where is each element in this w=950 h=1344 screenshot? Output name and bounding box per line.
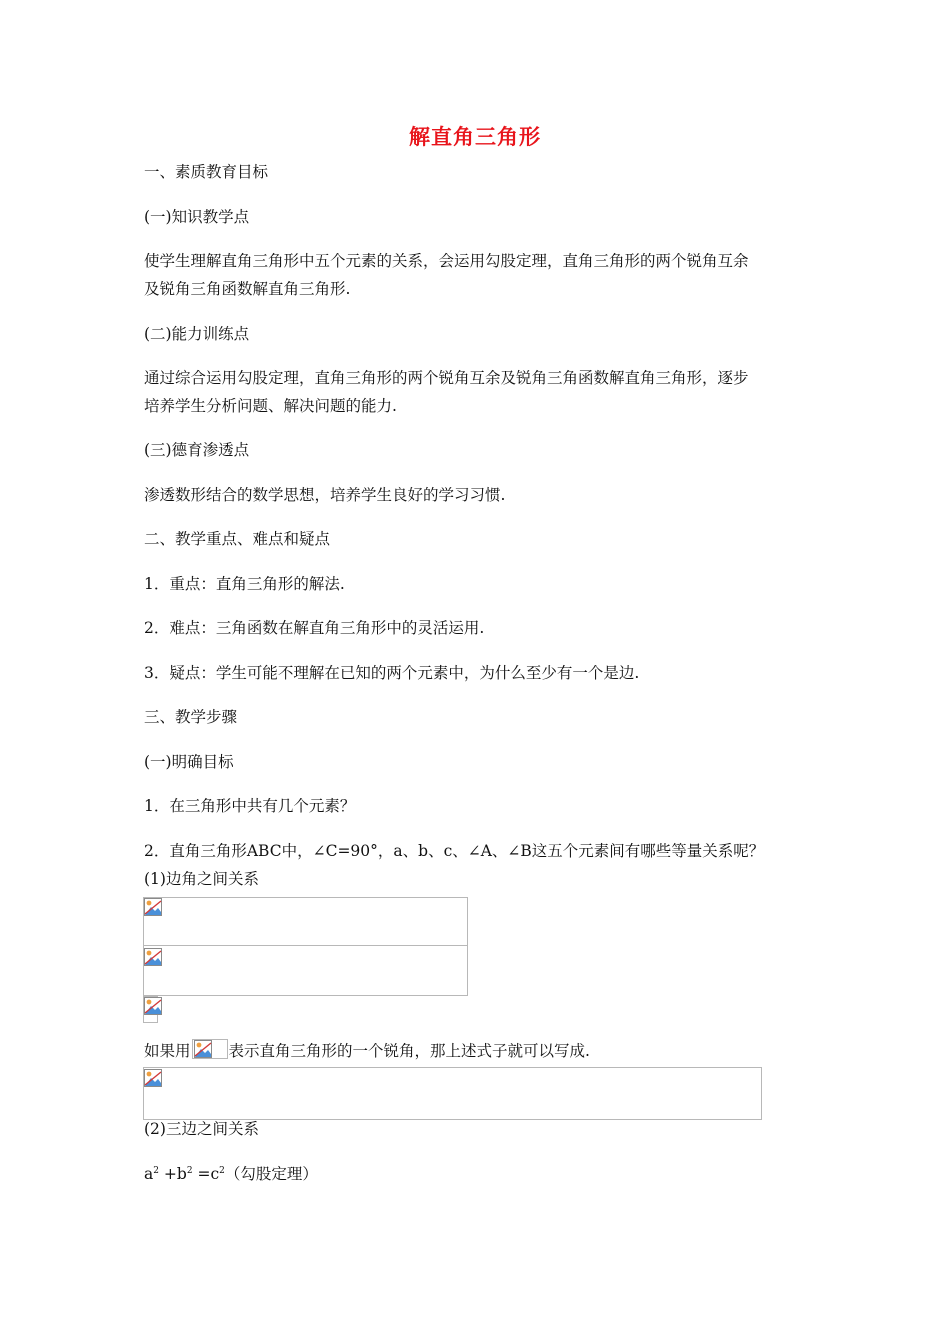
sentence-prefix: 如果用 — [144, 1042, 191, 1060]
inline-formula-image — [192, 1039, 228, 1059]
list-item: 2．直角三角形ABC中，∠C=90°，a、b、c、∠A、∠B这五个元素间有哪些等量关系呢？ — [144, 842, 765, 860]
subsection-heading: (二)能力训练点 — [144, 325, 250, 343]
paragraph-line: 通过综合运用勾股定理，直角三角形的两个锐角互余及锐角三角函数解直角三角形，逐步 — [144, 369, 749, 387]
exponent: 2 — [219, 1166, 225, 1176]
paragraph-line: 及锐角三角函数解直角三角形. — [144, 280, 351, 298]
list-item: 2．难点：三角函数在解直角三角形中的灵活运用. — [144, 619, 485, 637]
formula-term: +b — [158, 1165, 187, 1183]
broken-image-icon — [144, 1069, 162, 1087]
formula-term: =c — [192, 1165, 220, 1183]
formula-image-box — [143, 945, 468, 996]
broken-image-icon — [144, 948, 162, 966]
paragraph-line — [144, 1039, 590, 1062]
exponent: 2 — [186, 1166, 193, 1176]
formula-image-box — [143, 897, 468, 947]
subsection-heading: (三)德育渗透点 — [144, 441, 250, 459]
sentence-suffix: 表示直角三角形的一个锐角，那上述式子就可以写成. — [228, 1042, 590, 1060]
paragraph-line: 培养学生分析问题、解决问题的能力. — [144, 397, 397, 415]
pythagorean-formula — [144, 1163, 318, 1185]
document-title: 解直角三角形 — [409, 125, 541, 149]
subsection-heading: (一)知识教学点 — [144, 208, 250, 226]
section-heading: 三、教学步骤 — [144, 708, 238, 726]
list-item: 3．疑点：学生可能不理解在已知的两个元素中，为什么至少有一个是边. — [144, 664, 640, 682]
section-heading: 一、素质教育目标 — [144, 163, 269, 181]
formula-image-box — [143, 1067, 762, 1120]
formula-term: a — [144, 1165, 154, 1183]
formula-note: （勾股定理） — [224, 1165, 318, 1183]
subsection-heading: (一)明确目标 — [144, 753, 234, 771]
paragraph-line: 使学生理解直角三角形中五个元素的关系，会运用勾股定理，直角三角形的两个锐角互余 — [144, 252, 749, 270]
subsection-heading: (2)三边之间关系 — [144, 1120, 259, 1138]
broken-image-icon — [144, 997, 162, 1015]
paragraph-line: 渗透数形结合的数学思想，培养学生良好的学习习惯. — [144, 486, 506, 504]
subsection-heading: (1)边角之间关系 — [144, 870, 259, 888]
exponent: 2 — [153, 1166, 159, 1176]
list-item: 1．重点：直角三角形的解法. — [144, 575, 345, 593]
list-item: 1．在三角形中共有几个元素？ — [144, 797, 356, 815]
broken-image-icon — [144, 898, 162, 916]
broken-image-icon — [194, 1040, 212, 1058]
section-heading: 二、教学重点、难点和疑点 — [144, 530, 331, 548]
